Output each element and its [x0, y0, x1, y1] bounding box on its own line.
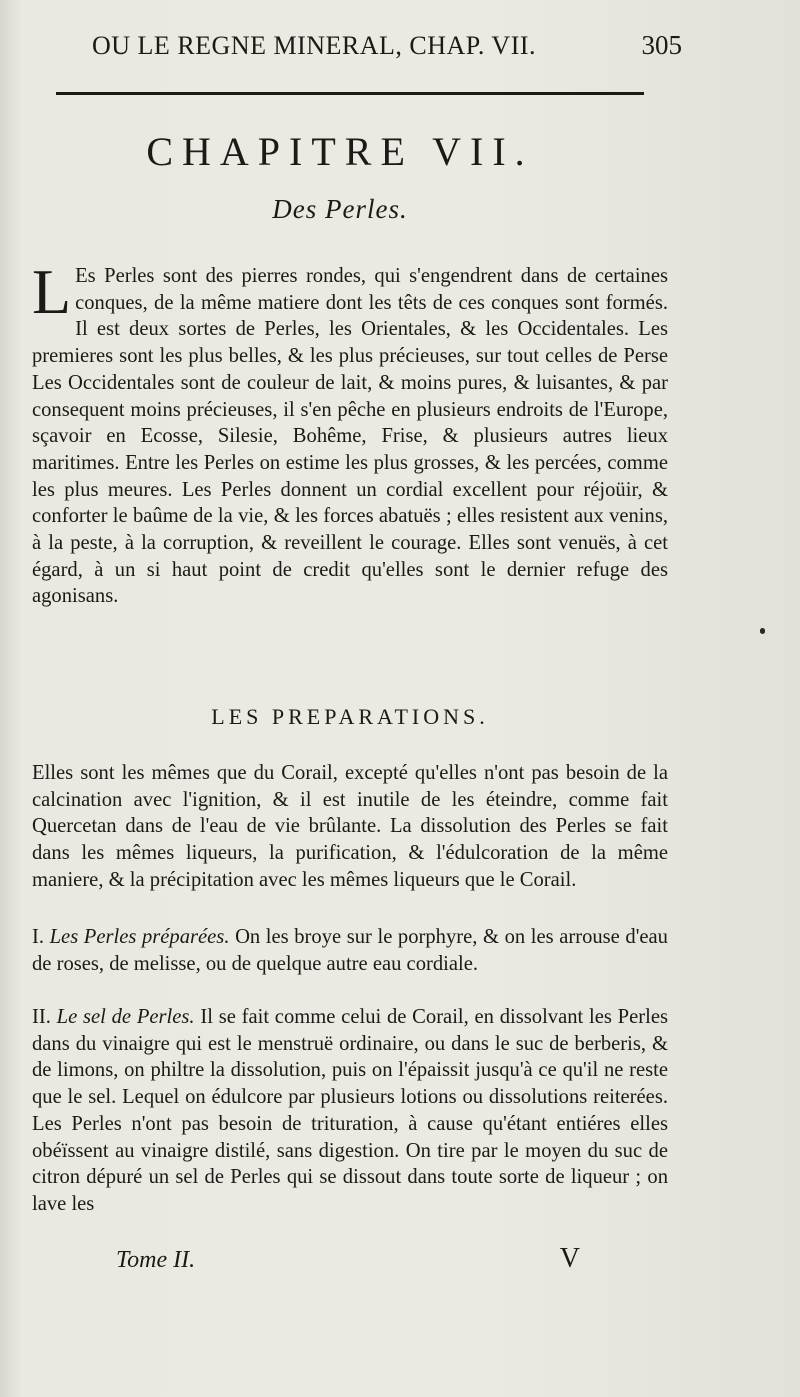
- paragraph-intro-text: Es Perles sont des pierres rondes, qui s'engendrent dans de certaines conques, de la même matiere dont les têts de ces conques sont formés. Il est deux sortes de Perles, les Orientales, & les Occidentales. Les premieres sont les plus belles, & les plus précieuses, sur tout celles de Perse Les Occidentales sont de couleur de lait, & moins pures, & luisantes, & par consequent moins précieuses, il s'en pêche en plusieurs endroits de l'Europe, sçavoir en Ecosse, Silesie, Bohême, Frise, & plusieurs autres lieux maritimes. Entre les Perles on estime les plus grosses, & les percées, comme les plus meures. Les Perles donnent un cordial excellent pour réjoüir, & conforter le baûme de la vie, & les forces abatuës ; elles resistent aux venins, à la peste, à la corruption, & reveillent le courage. Elles sont venuës, à cet égard, à un si haut point de credit qu'elles sont le dernier refuge des agonisans.: [32, 265, 668, 608]
- chapter-title: CHAPITRE VII.: [146, 129, 534, 174]
- signature-mark: V: [559, 1243, 580, 1274]
- page-number: 305: [641, 30, 682, 60]
- paragraph-preparations-text: Elles sont les mêmes que du Corail, excepté qu'elles n'ont pas besoin de la calcination avec l'ignition, & il est inutile de les éteindre, comme fait Quercetan dans de l'eau de vie brûlante. La dissolution des Perles se fait dans les mêmes liqueurs, la purification, & l'édulcoration de la même maniere, & la précipitation avec les mêmes liqueurs que le Corail.: [32, 762, 668, 891]
- item-heading: Le sel de Perles.: [56, 1006, 195, 1028]
- paragraph-sel-de-perles: [32, 1004, 668, 1218]
- item-text: Il se fait comme celui de Corail, en dissolvant les Perles dans du vinaigre qui est le menstruë ordinaire, ou dans le suc de berberis, & de limons, on philtre la dissolution, puis on l'épaissit jusqu'à ce qu'il ne reste que le sel. Lequel on édulcore par plusieurs lotions ou dissolutions reiterées. Les Perles n'ont pas besoin de trituration, à cause qu'étant entiéres elles obéïssent au vinaigre distilé, sans digestion. On tire par le moyen du suc de citron dépuré un sel de Perles qui se dissout dans toute sorte de liqueur ; on lave les: [32, 1006, 668, 1215]
- item-number: II.: [32, 1006, 51, 1028]
- page-header: [92, 30, 682, 70]
- running-head: OU LE REGNE MINERAL, CHAP. VII.: [92, 31, 537, 60]
- drop-cap: L: [32, 256, 72, 327]
- ink-speck: [760, 628, 765, 634]
- header-rule: [56, 92, 644, 95]
- section-title: LES PREPARATIONS.: [211, 704, 489, 729]
- paragraph-preparations: [32, 760, 668, 894]
- item-text: On les broye sur le porphyre, & on les arrouse d'eau de roses, de melisse, ou de quelque autre eau cordiale.: [32, 926, 668, 975]
- paragraph-intro: [32, 256, 668, 610]
- item-heading: Les Perles préparées.: [49, 926, 230, 948]
- chapter-subtitle: Des Perles.: [272, 194, 408, 224]
- item-number: I.: [32, 926, 45, 948]
- page-footer: [116, 1243, 580, 1275]
- tome-label: Tome II.: [116, 1247, 196, 1273]
- paragraph-perles-preparees: [32, 924, 668, 977]
